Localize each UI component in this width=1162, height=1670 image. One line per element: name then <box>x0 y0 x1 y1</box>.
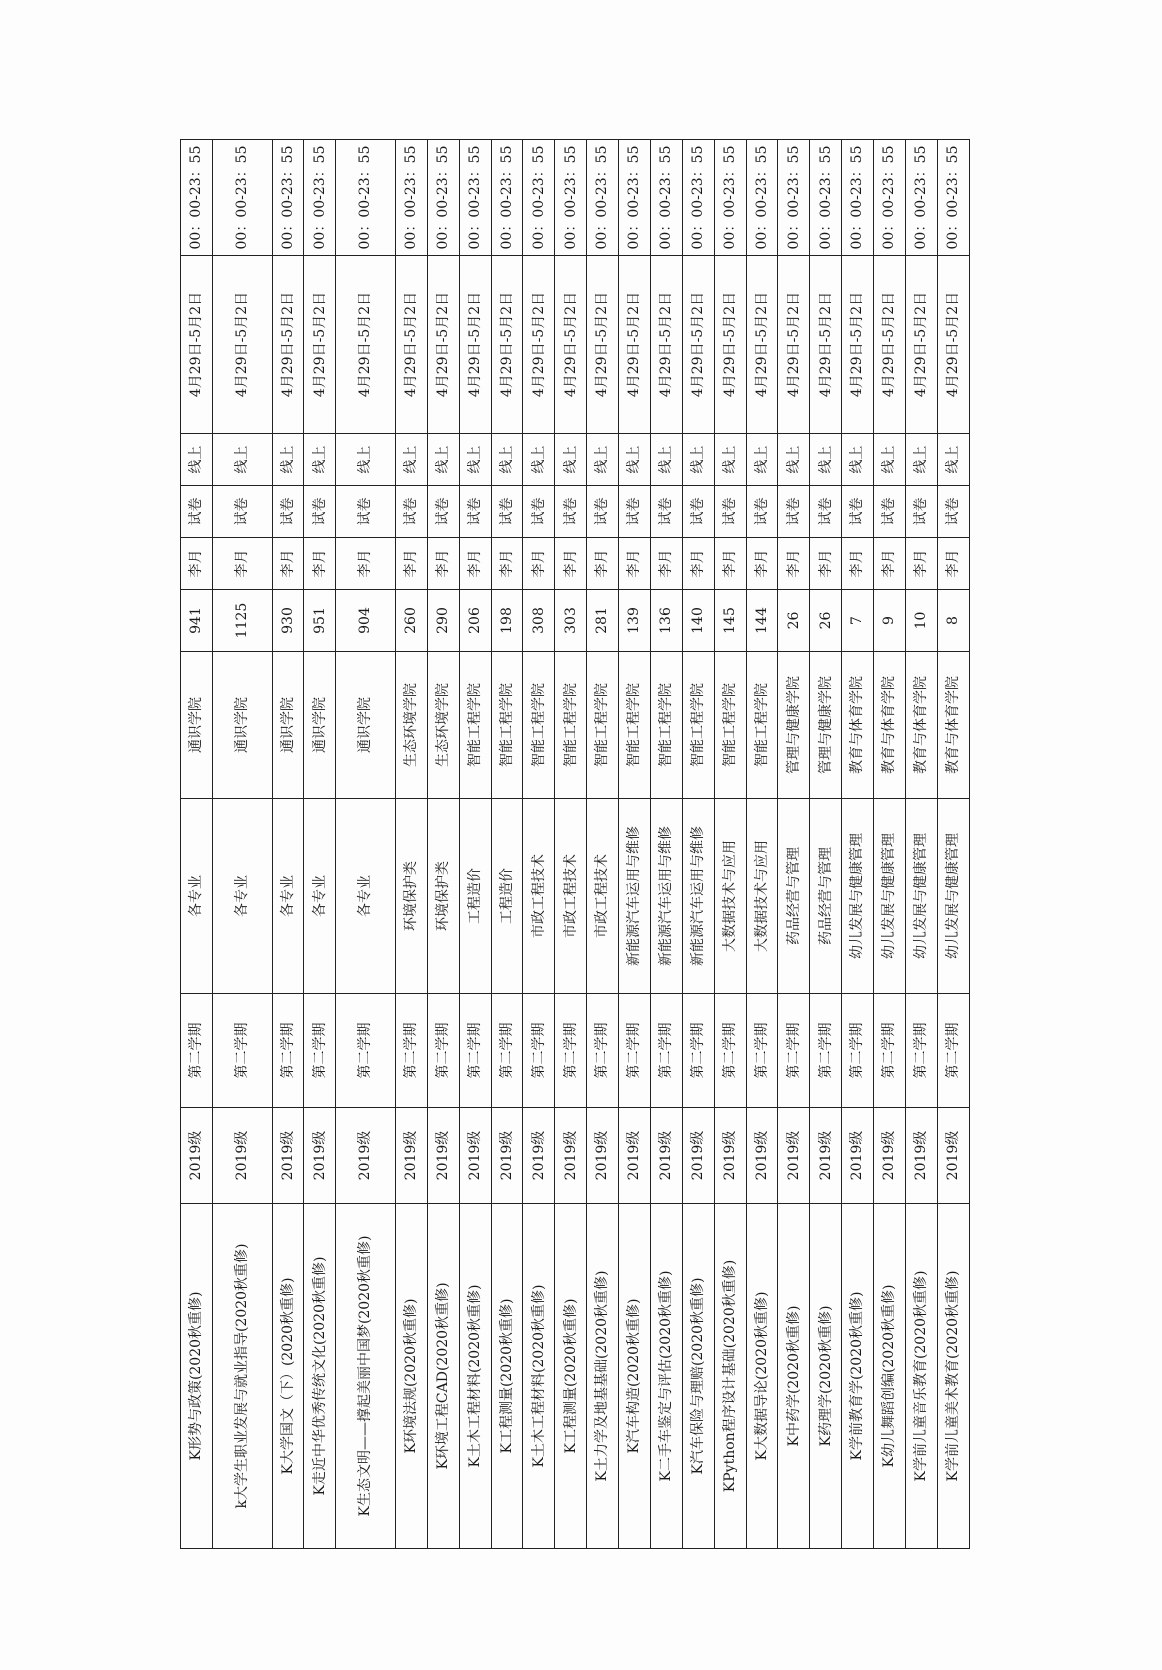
exam-date-cell: 4月29日-5月2日 <box>682 256 714 434</box>
course-name-cell: K土木工程材料(2020秋重修) <box>459 1204 491 1549</box>
exam-place-cell: 线上 <box>304 434 336 486</box>
exam-time-cell: 00：00-23：55 <box>395 140 427 256</box>
student-count-cell: 260 <box>395 590 427 652</box>
exam-mode-cell: 试卷 <box>937 486 969 538</box>
exam-time-cell: 00：00-23：55 <box>937 140 969 256</box>
term-cell: 第二学期 <box>842 994 874 1108</box>
term-cell: 第二学期 <box>212 994 272 1108</box>
student-count-cell: 308 <box>523 590 555 652</box>
student-count-cell: 904 <box>336 590 396 652</box>
exam-place-cell: 线上 <box>272 434 304 486</box>
term-cell: 第二学期 <box>304 994 336 1108</box>
term-cell: 第二学期 <box>937 994 969 1108</box>
term-cell: 第二学期 <box>874 994 906 1108</box>
major-cell: 大数据技术与应用 <box>714 799 746 994</box>
exam-date-cell: 4月29日-5月2日 <box>937 256 969 434</box>
grade-cell: 2019级 <box>459 1108 491 1204</box>
major-cell: 市政工程技术 <box>555 799 587 994</box>
term-cell: 第二学期 <box>905 994 937 1108</box>
table-body <box>181 140 970 1549</box>
student-count-cell: 26 <box>778 590 810 652</box>
exam-mode-cell: 试卷 <box>650 486 682 538</box>
exam-place-cell: 线上 <box>746 434 778 486</box>
department-cell: 通识学院 <box>336 652 396 799</box>
exam-place-cell: 线上 <box>682 434 714 486</box>
table-row <box>714 140 746 1549</box>
student-count-cell: 951 <box>304 590 336 652</box>
grade-cell: 2019级 <box>304 1108 336 1204</box>
student-count-cell: 1125 <box>212 590 272 652</box>
major-cell: 幼儿发展与健康管理 <box>905 799 937 994</box>
exam-time-cell: 00：00-23：55 <box>619 140 651 256</box>
department-cell: 管理与健康学院 <box>810 652 842 799</box>
term-cell: 第二学期 <box>491 994 523 1108</box>
grade-cell: 2019级 <box>336 1108 396 1204</box>
student-count-cell: 281 <box>587 590 619 652</box>
exam-time-cell: 00：00-23：55 <box>714 140 746 256</box>
major-cell: 各专业 <box>336 799 396 994</box>
invigilator-cell: 李月 <box>650 538 682 590</box>
course-name-cell: K二手车鉴定与评估(2020秋重修) <box>650 1204 682 1549</box>
exam-date-cell: 4月29日-5月2日 <box>842 256 874 434</box>
exam-date-cell: 4月29日-5月2日 <box>395 256 427 434</box>
invigilator-cell: 李月 <box>181 538 213 590</box>
invigilator-cell: 李月 <box>491 538 523 590</box>
term-cell: 第二学期 <box>555 994 587 1108</box>
exam-mode-cell: 试卷 <box>491 486 523 538</box>
course-name-cell: K学前儿童美术教育(2020秋重修) <box>937 1204 969 1549</box>
department-cell: 智能工程学院 <box>459 652 491 799</box>
exam-mode-cell: 试卷 <box>181 486 213 538</box>
exam-mode-cell: 试卷 <box>874 486 906 538</box>
table-row <box>491 140 523 1549</box>
department-cell: 生态环境学院 <box>427 652 459 799</box>
term-cell: 第二学期 <box>587 994 619 1108</box>
major-cell: 幼儿发展与健康管理 <box>937 799 969 994</box>
exam-place-cell: 线上 <box>650 434 682 486</box>
student-count-cell: 145 <box>714 590 746 652</box>
grade-cell: 2019级 <box>523 1108 555 1204</box>
exam-date-cell: 4月29日-5月2日 <box>746 256 778 434</box>
grade-cell: 2019级 <box>682 1108 714 1204</box>
invigilator-cell: 李月 <box>459 538 491 590</box>
invigilator-cell: 李月 <box>810 538 842 590</box>
invigilator-cell: 李月 <box>874 538 906 590</box>
exam-time-cell: 00：00-23：55 <box>272 140 304 256</box>
department-cell: 智能工程学院 <box>746 652 778 799</box>
course-name-cell: K环境工程CAD(2020秋重修) <box>427 1204 459 1549</box>
department-cell: 智能工程学院 <box>619 652 651 799</box>
exam-place-cell: 线上 <box>778 434 810 486</box>
student-count-cell: 139 <box>619 590 651 652</box>
student-count-cell: 7 <box>842 590 874 652</box>
exam-time-cell: 00：00-23：55 <box>181 140 213 256</box>
major-cell: 环境保护类 <box>427 799 459 994</box>
major-cell: 幼儿发展与健康管理 <box>842 799 874 994</box>
exam-date-cell: 4月29日-5月2日 <box>212 256 272 434</box>
exam-place-cell: 线上 <box>555 434 587 486</box>
course-name-cell: K大学国文（下）(2020秋重修) <box>272 1204 304 1549</box>
exam-date-cell: 4月29日-5月2日 <box>427 256 459 434</box>
major-cell: 各专业 <box>272 799 304 994</box>
student-count-cell: 144 <box>746 590 778 652</box>
exam-time-cell: 00：00-23：55 <box>746 140 778 256</box>
invigilator-cell: 李月 <box>746 538 778 590</box>
department-cell: 管理与健康学院 <box>778 652 810 799</box>
term-cell: 第二学期 <box>778 994 810 1108</box>
exam-mode-cell: 试卷 <box>555 486 587 538</box>
exam-place-cell: 线上 <box>937 434 969 486</box>
major-cell: 市政工程技术 <box>523 799 555 994</box>
exam-place-cell: 线上 <box>181 434 213 486</box>
exam-date-cell: 4月29日-5月2日 <box>272 256 304 434</box>
exam-place-cell: 线上 <box>459 434 491 486</box>
student-count-cell: 930 <box>272 590 304 652</box>
department-cell: 教育与体育学院 <box>842 652 874 799</box>
grade-cell: 2019级 <box>427 1108 459 1204</box>
grade-cell: 2019级 <box>842 1108 874 1204</box>
exam-date-cell: 4月29日-5月2日 <box>714 256 746 434</box>
table-row <box>427 140 459 1549</box>
department-cell: 通识学院 <box>304 652 336 799</box>
department-cell: 通识学院 <box>181 652 213 799</box>
course-name-cell: K环境法规(2020秋重修) <box>395 1204 427 1549</box>
exam-mode-cell: 试卷 <box>212 486 272 538</box>
exam-place-cell: 线上 <box>842 434 874 486</box>
grade-cell: 2019级 <box>905 1108 937 1204</box>
term-cell: 第二学期 <box>523 994 555 1108</box>
department-cell: 通识学院 <box>272 652 304 799</box>
exam-time-cell: 00：00-23：55 <box>905 140 937 256</box>
table-row <box>212 140 272 1549</box>
grade-cell: 2019级 <box>555 1108 587 1204</box>
exam-place-cell: 线上 <box>619 434 651 486</box>
major-cell: 各专业 <box>212 799 272 994</box>
course-name-cell: K中药学(2020秋重修) <box>778 1204 810 1549</box>
student-count-cell: 8 <box>937 590 969 652</box>
exam-date-cell: 4月29日-5月2日 <box>304 256 336 434</box>
exam-mode-cell: 试卷 <box>746 486 778 538</box>
student-count-cell: 206 <box>459 590 491 652</box>
invigilator-cell: 李月 <box>937 538 969 590</box>
exam-time-cell: 00：00-23：55 <box>587 140 619 256</box>
invigilator-cell: 李月 <box>212 538 272 590</box>
department-cell: 智能工程学院 <box>714 652 746 799</box>
exam-mode-cell: 试卷 <box>427 486 459 538</box>
term-cell: 第二学期 <box>427 994 459 1108</box>
department-cell: 智能工程学院 <box>650 652 682 799</box>
student-count-cell: 290 <box>427 590 459 652</box>
invigilator-cell: 李月 <box>304 538 336 590</box>
department-cell: 教育与体育学院 <box>937 652 969 799</box>
term-cell: 第二学期 <box>619 994 651 1108</box>
invigilator-cell: 李月 <box>714 538 746 590</box>
exam-date-cell: 4月29日-5月2日 <box>555 256 587 434</box>
table-row <box>555 140 587 1549</box>
course-name-cell: K土木工程材料(2020秋重修) <box>523 1204 555 1549</box>
exam-time-cell: 00：00-23：55 <box>427 140 459 256</box>
grade-cell: 2019级 <box>272 1108 304 1204</box>
exam-place-cell: 线上 <box>212 434 272 486</box>
student-count-cell: 140 <box>682 590 714 652</box>
course-name-cell: K学前儿童音乐教育(2020秋重修) <box>905 1204 937 1549</box>
table-row <box>810 140 842 1549</box>
invigilator-cell: 李月 <box>778 538 810 590</box>
term-cell: 第二学期 <box>746 994 778 1108</box>
department-cell: 通识学院 <box>212 652 272 799</box>
exam-place-cell: 线上 <box>587 434 619 486</box>
exam-time-cell: 00：00-23：55 <box>336 140 396 256</box>
table-row <box>272 140 304 1549</box>
student-count-cell: 136 <box>650 590 682 652</box>
major-cell: 工程造价 <box>491 799 523 994</box>
exam-mode-cell: 试卷 <box>395 486 427 538</box>
course-name-cell: KPython程序设计基础(2020秋重修) <box>714 1204 746 1549</box>
exam-mode-cell: 试卷 <box>842 486 874 538</box>
exam-time-cell: 00：00-23：55 <box>491 140 523 256</box>
grade-cell: 2019级 <box>619 1108 651 1204</box>
exam-time-cell: 00：00-23：55 <box>810 140 842 256</box>
grade-cell: 2019级 <box>395 1108 427 1204</box>
invigilator-cell: 李月 <box>905 538 937 590</box>
term-cell: 第二学期 <box>810 994 842 1108</box>
grade-cell: 2019级 <box>810 1108 842 1204</box>
exam-time-cell: 00：00-23：55 <box>682 140 714 256</box>
table-row <box>905 140 937 1549</box>
grade-cell: 2019级 <box>778 1108 810 1204</box>
invigilator-cell: 李月 <box>523 538 555 590</box>
exam-mode-cell: 试卷 <box>459 486 491 538</box>
invigilator-cell: 李月 <box>336 538 396 590</box>
exam-mode-cell: 试卷 <box>682 486 714 538</box>
exam-date-cell: 4月29日-5月2日 <box>810 256 842 434</box>
exam-mode-cell: 试卷 <box>810 486 842 538</box>
table-row <box>587 140 619 1549</box>
grade-cell: 2019级 <box>937 1108 969 1204</box>
grade-cell: 2019级 <box>714 1108 746 1204</box>
grade-cell: 2019级 <box>650 1108 682 1204</box>
table-row <box>523 140 555 1549</box>
grade-cell: 2019级 <box>587 1108 619 1204</box>
exam-time-cell: 00：00-23：55 <box>778 140 810 256</box>
grade-cell: 2019级 <box>746 1108 778 1204</box>
exam-mode-cell: 试卷 <box>523 486 555 538</box>
rotated-table-container <box>180 140 970 1549</box>
term-cell: 第二学期 <box>336 994 396 1108</box>
exam-time-cell: 00：00-23：55 <box>459 140 491 256</box>
grade-cell: 2019级 <box>874 1108 906 1204</box>
table-row <box>459 140 491 1549</box>
table-row <box>336 140 396 1549</box>
exam-date-cell: 4月29日-5月2日 <box>459 256 491 434</box>
major-cell: 新能源汽车运用与维修 <box>682 799 714 994</box>
major-cell: 药品经营与管理 <box>810 799 842 994</box>
table-row <box>778 140 810 1549</box>
exam-date-cell: 4月29日-5月2日 <box>336 256 396 434</box>
exam-date-cell: 4月29日-5月2日 <box>778 256 810 434</box>
exam-place-cell: 线上 <box>427 434 459 486</box>
department-cell: 智能工程学院 <box>587 652 619 799</box>
exam-time-cell: 00：00-23：55 <box>650 140 682 256</box>
exam-date-cell: 4月29日-5月2日 <box>905 256 937 434</box>
invigilator-cell: 李月 <box>842 538 874 590</box>
major-cell: 新能源汽车运用与维修 <box>650 799 682 994</box>
exam-place-cell: 线上 <box>523 434 555 486</box>
invigilator-cell: 李月 <box>682 538 714 590</box>
course-name-cell: K工程测量(2020秋重修) <box>491 1204 523 1549</box>
grade-cell: 2019级 <box>212 1108 272 1204</box>
major-cell: 市政工程技术 <box>587 799 619 994</box>
exam-date-cell: 4月29日-5月2日 <box>874 256 906 434</box>
exam-mode-cell: 试卷 <box>905 486 937 538</box>
course-name-cell: K药理学(2020秋重修) <box>810 1204 842 1549</box>
exam-schedule-table <box>180 139 970 1549</box>
table-row <box>746 140 778 1549</box>
exam-date-cell: 4月29日-5月2日 <box>181 256 213 434</box>
course-name-cell: K幼儿舞蹈创编(2020秋重修) <box>874 1204 906 1549</box>
course-name-cell: K工程测量(2020秋重修) <box>555 1204 587 1549</box>
term-cell: 第二学期 <box>272 994 304 1108</box>
student-count-cell: 941 <box>181 590 213 652</box>
department-cell: 教育与体育学院 <box>905 652 937 799</box>
course-name-cell: K生态文明——撑起美丽中国梦(2020秋重修) <box>336 1204 396 1549</box>
exam-mode-cell: 试卷 <box>336 486 396 538</box>
exam-mode-cell: 试卷 <box>714 486 746 538</box>
invigilator-cell: 李月 <box>555 538 587 590</box>
exam-place-cell: 线上 <box>810 434 842 486</box>
table-row <box>181 140 213 1549</box>
exam-mode-cell: 试卷 <box>272 486 304 538</box>
term-cell: 第二学期 <box>650 994 682 1108</box>
student-count-cell: 26 <box>810 590 842 652</box>
student-count-cell: 303 <box>555 590 587 652</box>
table-row <box>619 140 651 1549</box>
major-cell: 大数据技术与应用 <box>746 799 778 994</box>
table-row <box>937 140 969 1549</box>
table-row <box>874 140 906 1549</box>
course-name-cell: K走近中华优秀传统文化(2020秋重修) <box>304 1204 336 1549</box>
major-cell: 各专业 <box>304 799 336 994</box>
invigilator-cell: 李月 <box>272 538 304 590</box>
exam-place-cell: 线上 <box>336 434 396 486</box>
exam-time-cell: 00：00-23：55 <box>874 140 906 256</box>
course-name-cell: k大学生职业发展与就业指导(2020秋重修) <box>212 1204 272 1549</box>
invigilator-cell: 李月 <box>427 538 459 590</box>
term-cell: 第二学期 <box>714 994 746 1108</box>
department-cell: 智能工程学院 <box>491 652 523 799</box>
table-row <box>682 140 714 1549</box>
exam-date-cell: 4月29日-5月2日 <box>619 256 651 434</box>
exam-mode-cell: 试卷 <box>619 486 651 538</box>
invigilator-cell: 李月 <box>619 538 651 590</box>
grade-cell: 2019级 <box>181 1108 213 1204</box>
term-cell: 第二学期 <box>395 994 427 1108</box>
grade-cell: 2019级 <box>491 1108 523 1204</box>
exam-date-cell: 4月29日-5月2日 <box>650 256 682 434</box>
major-cell: 幼儿发展与健康管理 <box>874 799 906 994</box>
term-cell: 第二学期 <box>459 994 491 1108</box>
course-name-cell: K大数据导论(2020秋重修) <box>746 1204 778 1549</box>
department-cell: 智能工程学院 <box>523 652 555 799</box>
table-row <box>395 140 427 1549</box>
exam-place-cell: 线上 <box>491 434 523 486</box>
exam-place-cell: 线上 <box>874 434 906 486</box>
term-cell: 第二学期 <box>682 994 714 1108</box>
exam-time-cell: 00：00-23：55 <box>555 140 587 256</box>
student-count-cell: 10 <box>905 590 937 652</box>
major-cell: 工程造价 <box>459 799 491 994</box>
student-count-cell: 9 <box>874 590 906 652</box>
exam-date-cell: 4月29日-5月2日 <box>587 256 619 434</box>
course-name-cell: K土力学及地基基础(2020秋重修) <box>587 1204 619 1549</box>
exam-mode-cell: 试卷 <box>778 486 810 538</box>
table-row <box>842 140 874 1549</box>
student-count-cell: 198 <box>491 590 523 652</box>
exam-time-cell: 00：00-23：55 <box>304 140 336 256</box>
course-name-cell: K汽车构造(2020秋重修) <box>619 1204 651 1549</box>
course-name-cell: K学前教育学(2020秋重修) <box>842 1204 874 1549</box>
exam-place-cell: 线上 <box>395 434 427 486</box>
department-cell: 智能工程学院 <box>555 652 587 799</box>
exam-time-cell: 00：00-23：55 <box>523 140 555 256</box>
major-cell: 药品经营与管理 <box>778 799 810 994</box>
table-row <box>304 140 336 1549</box>
exam-time-cell: 00：00-23：55 <box>842 140 874 256</box>
term-cell: 第二学期 <box>181 994 213 1108</box>
exam-time-cell: 00：00-23：55 <box>212 140 272 256</box>
exam-place-cell: 线上 <box>905 434 937 486</box>
exam-place-cell: 线上 <box>714 434 746 486</box>
invigilator-cell: 李月 <box>395 538 427 590</box>
invigilator-cell: 李月 <box>587 538 619 590</box>
department-cell: 教育与体育学院 <box>874 652 906 799</box>
major-cell: 各专业 <box>181 799 213 994</box>
major-cell: 新能源汽车运用与维修 <box>619 799 651 994</box>
department-cell: 智能工程学院 <box>682 652 714 799</box>
course-name-cell: K形势与政策(2020秋重修) <box>181 1204 213 1549</box>
course-name-cell: K汽车保险与理赔(2020秋重修) <box>682 1204 714 1549</box>
exam-date-cell: 4月29日-5月2日 <box>523 256 555 434</box>
major-cell: 环境保护类 <box>395 799 427 994</box>
exam-mode-cell: 试卷 <box>304 486 336 538</box>
table-row <box>650 140 682 1549</box>
exam-mode-cell: 试卷 <box>587 486 619 538</box>
exam-date-cell: 4月29日-5月2日 <box>491 256 523 434</box>
department-cell: 生态环境学院 <box>395 652 427 799</box>
